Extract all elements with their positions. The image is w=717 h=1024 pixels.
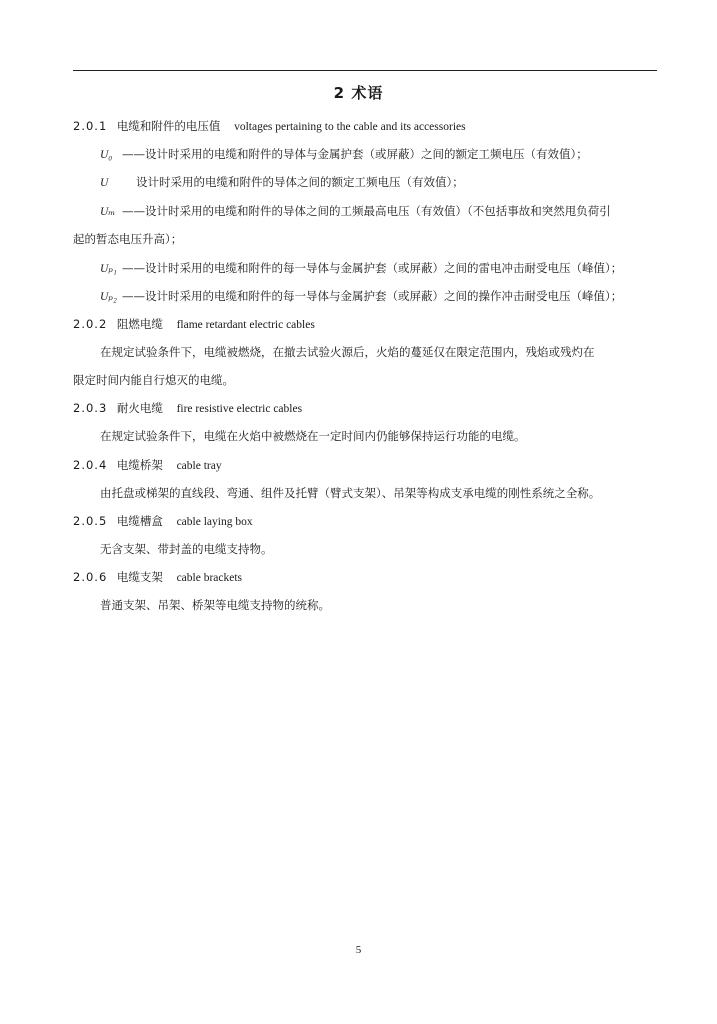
symbol-um: Uₘ	[100, 206, 116, 218]
section-title-en: fire resistive electric cables	[176, 403, 303, 415]
definition-flame-retardant-line2: 限定时间内能自行熄灭的电缆。	[73, 373, 234, 387]
section-number: 2.0.5	[73, 514, 108, 528]
section-title-en: flame retardant electric cables	[176, 319, 315, 331]
definition-fire-resistive: 在规定试验条件下，电缆在火焰中被燃烧在一定时间内仍能够保持运行功能的电缆。	[100, 429, 526, 443]
section-heading-2-0-2	[73, 316, 315, 333]
chapter-title: 2 术语	[333, 84, 384, 102]
symbol-u0: U₀	[100, 149, 113, 161]
def-text: 设计时采用的电缆和附件的导体之间的额定工频电压（有效值）；	[136, 175, 464, 189]
def-text: ——设计时采用的电缆和附件的每一导体与金属护套（或屏蔽）之间的雷电冲击耐受电压（峰值）；	[122, 261, 623, 275]
section-title-zh: 电缆和附件的电压值	[116, 119, 221, 133]
definition-cable-laying-box: 无含支架、带封盖的电缆支持物。	[100, 542, 273, 556]
section-title-zh: 阻燃电缆	[116, 317, 163, 331]
voltage-def-u0	[100, 146, 684, 163]
section-heading-2-0-4	[73, 457, 222, 474]
definition-cable-brackets: 普通支架、吊架、桥架等电缆支持物的统称。	[100, 598, 330, 612]
voltage-def-um-continuation: 起的暂态电压升高）；	[73, 232, 183, 246]
symbol-u: U	[100, 177, 109, 189]
voltage-def-up2	[100, 288, 684, 305]
section-number: 2.0.2	[73, 317, 108, 331]
definition-cable-tray: 由托盘或梯架的直线段、弯通、组件及托臂（臂式支架）、吊架等构成支承电缆的刚性系统之全称。	[100, 486, 601, 500]
def-text: ——设计时采用的电缆和附件的导体与金属护套（或屏蔽）之间的额定工频电压（有效值）；	[122, 147, 588, 161]
section-number: 2.0.1	[73, 119, 108, 133]
section-title-zh: 电缆桥架	[116, 458, 163, 472]
voltage-def-u	[100, 174, 684, 191]
definition-flame-retardant-line1: 在规定试验条件下，电缆被燃烧，在撤去试验火源后，火焰的蔓延仅在限定范围内，残焰或残灼在	[100, 345, 595, 359]
section-heading-2-0-6	[73, 569, 242, 586]
section-title-en: voltages pertaining to the cable and its accessories	[234, 121, 466, 133]
section-heading-2-0-3	[73, 400, 302, 417]
header-rule	[73, 70, 657, 71]
section-title-zh: 电缆槽盒	[116, 514, 163, 528]
section-heading-2-0-1	[73, 118, 466, 135]
section-heading-2-0-5	[73, 513, 253, 530]
section-number: 2.0.6	[73, 570, 108, 584]
section-number: 2.0.3	[73, 401, 108, 415]
page-number: 5	[355, 944, 362, 956]
def-text: ——设计时采用的电缆和附件的导体之间的工频最高电压（有效值）（不包括事故和突然甩负荷引	[122, 204, 611, 218]
section-title-en: cable tray	[176, 460, 222, 472]
section-number: 2.0.4	[73, 458, 108, 472]
symbol-up1: Uₚ₁	[100, 263, 117, 275]
section-title-en: cable brackets	[176, 572, 243, 584]
voltage-def-um	[100, 203, 684, 220]
section-title-zh: 电缆支架	[116, 570, 163, 584]
section-title-zh: 耐火电缆	[116, 401, 163, 415]
section-title-en: cable laying box	[176, 516, 253, 528]
symbol-up2: Uₚ₂	[100, 291, 117, 303]
voltage-def-up1	[100, 260, 684, 277]
def-text: ——设计时采用的电缆和附件的每一导体与金属护套（或屏蔽）之间的操作冲击耐受电压（峰值）；	[122, 289, 623, 303]
